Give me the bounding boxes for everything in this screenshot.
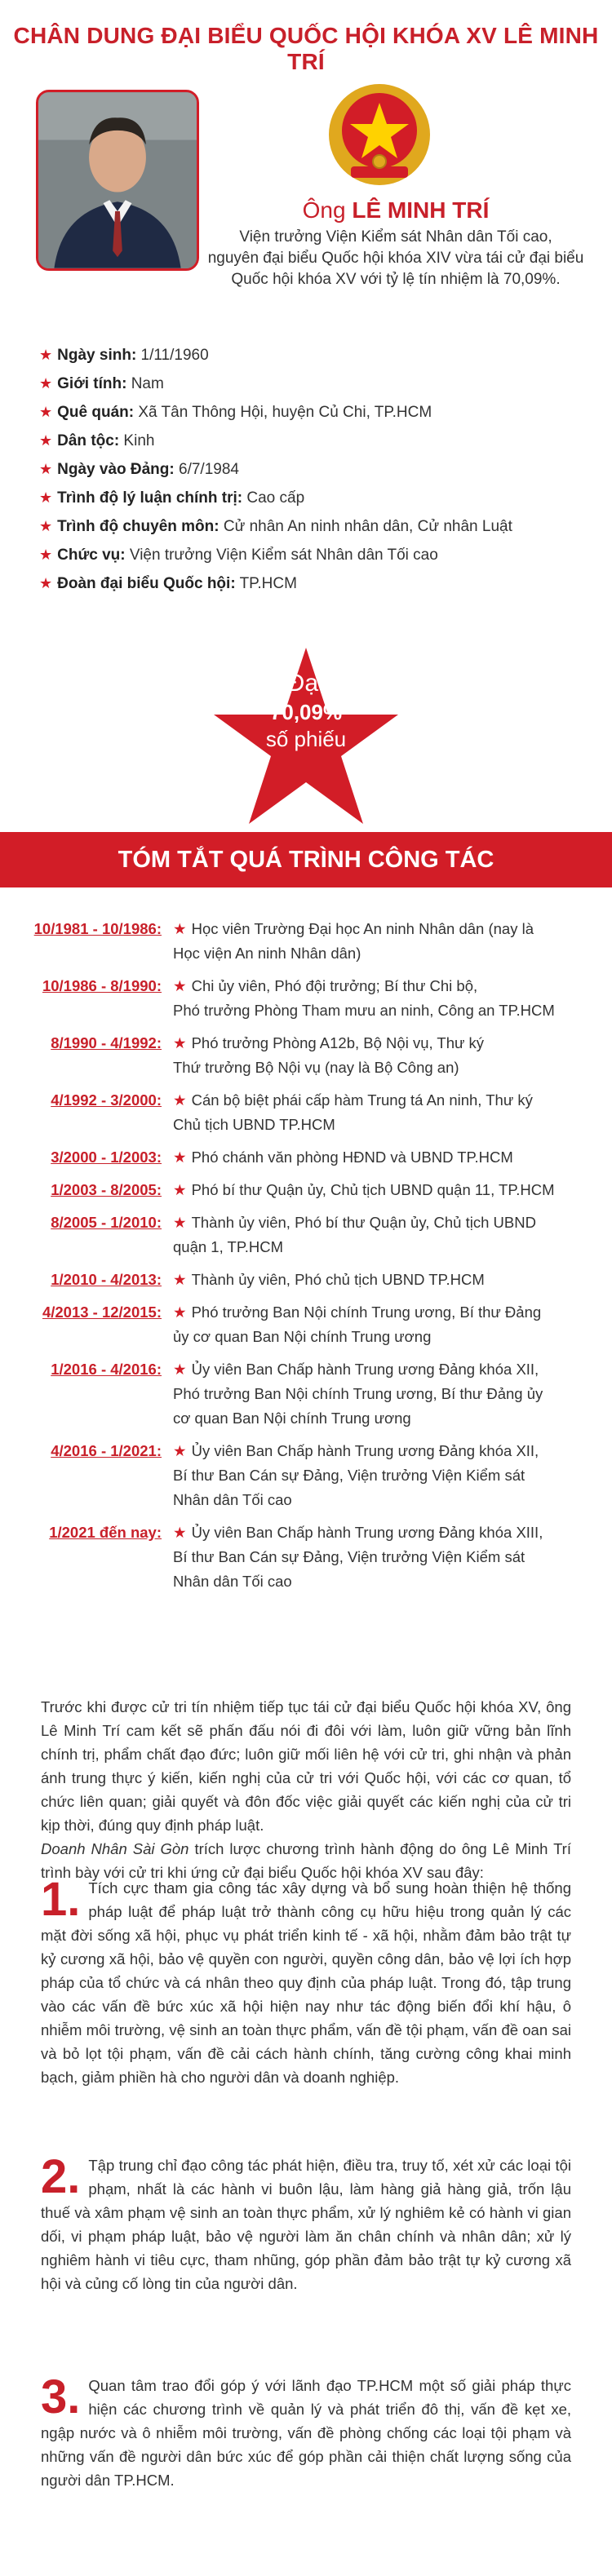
position-line: Viện trưởng Viện Kiểm sát Nhân dân Tối cao, <box>239 228 552 246</box>
star-bullet-icon: ★ <box>39 432 53 449</box>
info-label: Giới tính: <box>57 375 127 392</box>
timeline-desc-line: cơ quan Ban Nội chính Trung ương <box>173 1410 411 1427</box>
timeline-desc <box>173 1439 557 1512</box>
timeline-date: 10/1981 - 10/1986: <box>33 920 162 937</box>
point-text: Tích cực tham gia công tác xây dựng và bổ sung hoàn thiện hệ thống pháp luật để pháp luật trở thành công cụ hữu hiệu trong quản lý các mặt đời sống xã hội, phục vụ phát triển kinh tế - xã hội, nhằm đảm bảo trật tự kỷ cương xã hội, bảo vệ quyền con người, quyền công dân, bảo vệ lợi ích hợp pháp của tổ chức và cá nhân theo quy định của pháp luật. Trong đó, tập trung vào các vấn đề bức xúc xã hội hiện nay như tác động biến đổi khí hậu, ô nhiễm môi trường, vệ sinh an toàn thực phẩm, vấn đề tội phạm, vấn đề oan sai và bỏ lọt tội phạm, vấn đề cải cách hành chính, tăng cường công khai minh bạch, giảm phiền hà cho người dân và doanh nghiệp. <box>41 1879 571 2086</box>
star-bullet-icon: ★ <box>173 1091 187 1109</box>
point-text: Quan tâm trao đổi góp ý với lãnh đạo TP.HCM một số giải pháp thực hiện các chương trình về quản lý và phát triển đô thị, vấn đề kẹt xe, ngập nước và ô nhiễm môi trường, vấn đề phòng chống các loại tội phạm và những vấn đề người dân bức xúc để góp phần cải thiện chất lượng sống của người dân TP.HCM. <box>41 2377 571 2489</box>
timeline-date: 4/1992 - 3/2000: <box>51 1091 162 1109</box>
star-bullet-icon: ★ <box>173 1361 187 1378</box>
info-value: Nam <box>131 375 164 392</box>
star-bullet-icon: ★ <box>39 575 53 591</box>
timeline-desc-line: Thành ủy viên, Phó chủ tịch UBND TP.HCM <box>191 1271 485 1288</box>
timeline-row <box>0 917 612 966</box>
timeline-date: 10/1986 - 8/1990: <box>42 977 162 994</box>
info-row <box>39 541 578 569</box>
portrait-photo <box>36 90 199 271</box>
timeline-desc-line: Phó trưởng Ban Nội chính Trung ương, Bí thư Đảng <box>191 1303 542 1321</box>
info-label: Chức vụ: <box>57 547 126 564</box>
publication-name: Doanh Nhân Sài Gòn <box>41 1840 189 1857</box>
star-bullet-icon: ★ <box>39 518 53 534</box>
position-line: nguyên đại biểu Quốc hội khóa XIV vừa tái cử đại biểu <box>207 250 584 267</box>
star-bullet-icon: ★ <box>173 1181 187 1198</box>
national-emblem <box>326 82 432 188</box>
star-bullet-icon: ★ <box>39 461 53 477</box>
star-bullet-icon: ★ <box>39 489 53 506</box>
star-bullet-icon: ★ <box>39 347 53 363</box>
star-bullet-icon: ★ <box>39 404 53 420</box>
star-bullet-icon: ★ <box>173 1034 187 1051</box>
timeline-desc-line: Nhân dân Tối cao <box>173 1491 292 1508</box>
timeline-row <box>0 1145 612 1170</box>
timeline-desc-line: Phó trưởng Phòng A12b, Bộ Nội vụ, Thư ký <box>191 1034 485 1051</box>
timeline-date: 1/2003 - 8/2005: <box>51 1181 162 1198</box>
action-point-3 <box>41 2370 571 2492</box>
info-row <box>39 484 578 512</box>
star-bullet-icon: ★ <box>39 547 53 563</box>
timeline-row <box>0 1268 612 1292</box>
timeline-desc-line: Cán bộ biệt phái cấp hàm Trung tá An ninh, Thư ký <box>191 1091 533 1109</box>
timeline-desc <box>173 1211 557 1259</box>
timeline-desc-line: Bí thư Ban Cán sự Đảng, Viện trưởng Viện Kiểm sát <box>173 1467 526 1484</box>
star-bullet-icon: ★ <box>173 1271 187 1288</box>
star-bullet-icon: ★ <box>173 1149 187 1166</box>
star-bullet-icon: ★ <box>39 375 53 392</box>
info-label: Trình độ lý luận chính trị: <box>57 489 243 507</box>
timeline-desc <box>173 1145 557 1170</box>
position-line: Quốc hội khóa XV với tỷ lệ tín nhiệm là 70,09%. <box>231 271 561 288</box>
timeline-desc <box>173 1300 557 1349</box>
timeline-date: 1/2010 - 4/2013: <box>51 1271 162 1288</box>
timeline-row <box>0 1300 612 1349</box>
timeline-desc-line: Bí thư Ban Cán sự Đảng, Viện trưởng Viện Kiểm sát <box>173 1548 526 1565</box>
star-bullet-icon: ★ <box>173 920 187 937</box>
honorific: Ông <box>302 197 346 223</box>
info-label: Quê quán: <box>57 404 135 421</box>
timeline-row <box>0 1520 612 1594</box>
timeline-desc <box>173 1088 557 1137</box>
timeline-row <box>0 1178 612 1202</box>
timeline-desc <box>173 917 557 966</box>
timeline-desc-line: Thành ủy viên, Phó bí thư Quận ủy, Chủ tịch UBND <box>191 1214 536 1231</box>
star-bullet-icon: ★ <box>173 1524 187 1541</box>
info-value: Cử nhân An ninh nhân dân, Cử nhân Luật <box>223 518 512 535</box>
timeline-desc <box>173 1268 557 1292</box>
star-bullet-icon: ★ <box>173 1442 187 1459</box>
timeline-row <box>0 1439 612 1512</box>
personal-info-list <box>39 341 578 598</box>
info-value: Xã Tân Thông Hội, huyện Củ Chi, TP.HCM <box>138 404 432 421</box>
point-number: 3. <box>41 2370 81 2423</box>
vote-label: Đạt <box>286 670 326 697</box>
name-block <box>204 197 588 290</box>
timeline-row <box>0 1211 612 1259</box>
info-row <box>39 427 578 455</box>
info-value: Viện trưởng Viện Kiểm sát Nhân dân Tối cao <box>129 547 438 564</box>
timeline-row <box>0 1088 612 1137</box>
section-banner: TÓM TẮT QUÁ TRÌNH CÔNG TÁC <box>0 832 612 887</box>
intro-paragraph <box>41 1695 571 1884</box>
info-label: Ngày vào Đảng: <box>57 461 175 478</box>
timeline-desc <box>173 1178 557 1202</box>
info-row <box>39 341 578 370</box>
point-number: 2. <box>41 2150 81 2203</box>
timeline-desc-line: Thứ trưởng Bộ Nội vụ (nay là Bộ Công an) <box>173 1059 459 1076</box>
info-value: 1/11/1960 <box>140 347 209 364</box>
info-label: Đoàn đại biểu Quốc hội: <box>57 575 236 592</box>
timeline-row <box>0 1031 612 1080</box>
timeline-desc-line: Chi ủy viên, Phó đội trưởng; Bí thư Chi bộ, <box>191 977 478 994</box>
intro-text: Trước khi được cử tri tín nhiệm tiếp tục tái cử đại biểu Quốc hội khóa XV, ông Lê Minh Trí cam kết sẽ phấn đấu nói đi đôi với làm, luôn giữ vững bản lĩnh chính trị, phẩm chất đạo đức; luôn giữ mối liên hệ với cử tri, ghi nhận và phản ánh trung thực ý kiến, kiến nghị của cử tri với Quốc hội, với các cơ quan, tổ chức liên quan; giải quyết và đôn đốc việc giải quyết các kiến nghị của cử tri kịp thời, đúng quy định pháp luật. <box>41 1698 571 1834</box>
info-value: TP.HCM <box>239 575 297 592</box>
career-timeline <box>0 917 612 1594</box>
vote-star-text <box>211 669 401 752</box>
point-number: 1. <box>41 1873 81 1926</box>
timeline-desc-line: Chủ tịch UBND TP.HCM <box>173 1116 335 1133</box>
timeline-desc-line: quận 1, TP.HCM <box>173 1238 284 1255</box>
star-bullet-icon: ★ <box>173 977 187 994</box>
timeline-date: 8/1990 - 4/1992: <box>51 1034 162 1051</box>
vote-unit: số phiếu <box>265 727 347 751</box>
timeline-date: 4/2016 - 1/2021: <box>51 1442 162 1459</box>
point-text: Tập trung chỉ đạo công tác phát hiện, điều tra, truy tố, xét xử các loại tội phạm, nhất là các hành vi buôn lậu, làm hàng giả hàng giả, trốn lậu thuế và xâm phạm vệ sinh an toàn thực phẩm, xử lý nghiêm kẻ có hành vi gian dối, vi phạm pháp luật, bảo vệ người làm ăn chân chính và nhân dân; xử lý nghiêm hành vi tiêu cực, tham nhũng, góp phần đảm bảo trật tự kỷ cương xã hội và củng cố lòng tin của người dân. <box>41 2157 571 2292</box>
portrait-image <box>38 92 197 268</box>
timeline-desc-line: Phó trưởng Phòng Tham mưu an ninh, Công an TP.HCM <box>173 1002 555 1019</box>
vote-percentage: 70,09% <box>269 700 343 724</box>
info-value: Kinh <box>123 432 155 449</box>
timeline-row <box>0 1357 612 1431</box>
timeline-row <box>0 974 612 1023</box>
timeline-date: 4/2013 - 12/2015: <box>42 1303 162 1321</box>
timeline-date: 8/2005 - 1/2010: <box>51 1214 162 1231</box>
info-label: Ngày sinh: <box>57 347 137 364</box>
timeline-desc-line: Nhân dân Tối cao <box>173 1573 292 1590</box>
timeline-desc-line: Ủy viên Ban Chấp hành Trung ương Đảng khóa XII, <box>191 1442 539 1459</box>
info-row <box>39 370 578 398</box>
info-value: Cao cấp <box>246 489 305 507</box>
timeline-desc-line: Học viện An ninh Nhân dân) <box>173 945 361 962</box>
info-row <box>39 455 578 484</box>
intro-rest: trích lược chương trình hành động do ông Lê Minh Trí trình bày với cử tri khi ứng cử đại biểu Quốc hội khóa XV sau đây: <box>41 1840 571 1881</box>
star-bullet-icon: ★ <box>173 1303 187 1321</box>
person-name: LÊ MINH TRÍ <box>352 197 490 223</box>
name-line <box>204 197 588 224</box>
info-row <box>39 569 578 598</box>
page-title: CHÂN DUNG ĐẠI BIỂU QUỐC HỘI KHÓA XV LÊ MINH TRÍ <box>13 23 599 74</box>
timeline-desc <box>173 974 557 1023</box>
action-point-1 <box>41 1873 571 2089</box>
timeline-desc-line: ủy cơ quan Ban Nội chính Trung ương <box>173 1328 432 1345</box>
timeline-desc-line: Phó bí thư Quận ủy, Chủ tịch UBND quận 11, TP.HCM <box>191 1181 555 1198</box>
timeline-date: 1/2016 - 4/2016: <box>51 1361 162 1378</box>
info-label: Trình độ chuyên môn: <box>57 518 220 535</box>
info-value: 6/7/1984 <box>179 461 239 478</box>
star-bullet-icon: ★ <box>173 1214 187 1231</box>
timeline-desc <box>173 1520 557 1594</box>
timeline-date: 3/2000 - 1/2003: <box>51 1149 162 1166</box>
timeline-desc-line: Phó trưởng Ban Nội chính Trung ương, Bí thư Đảng ủy <box>173 1385 543 1402</box>
action-point-2 <box>41 2150 571 2295</box>
timeline-desc-line: Học viên Trường Đại học An ninh Nhân dân (nay là <box>191 920 534 937</box>
timeline-desc <box>173 1357 557 1431</box>
info-row <box>39 398 578 427</box>
timeline-desc <box>173 1031 557 1080</box>
info-label: Dân tộc: <box>57 432 120 449</box>
timeline-date: 1/2021 đến nay: <box>49 1524 162 1541</box>
info-row <box>39 512 578 541</box>
timeline-desc-line: Ủy viên Ban Chấp hành Trung ương Đảng khóa XIII, <box>191 1524 543 1541</box>
timeline-desc-line: Ủy viên Ban Chấp hành Trung ương Đảng khóa XII, <box>191 1361 539 1378</box>
timeline-desc-line: Phó chánh văn phòng HĐND và UBND TP.HCM <box>191 1149 513 1166</box>
